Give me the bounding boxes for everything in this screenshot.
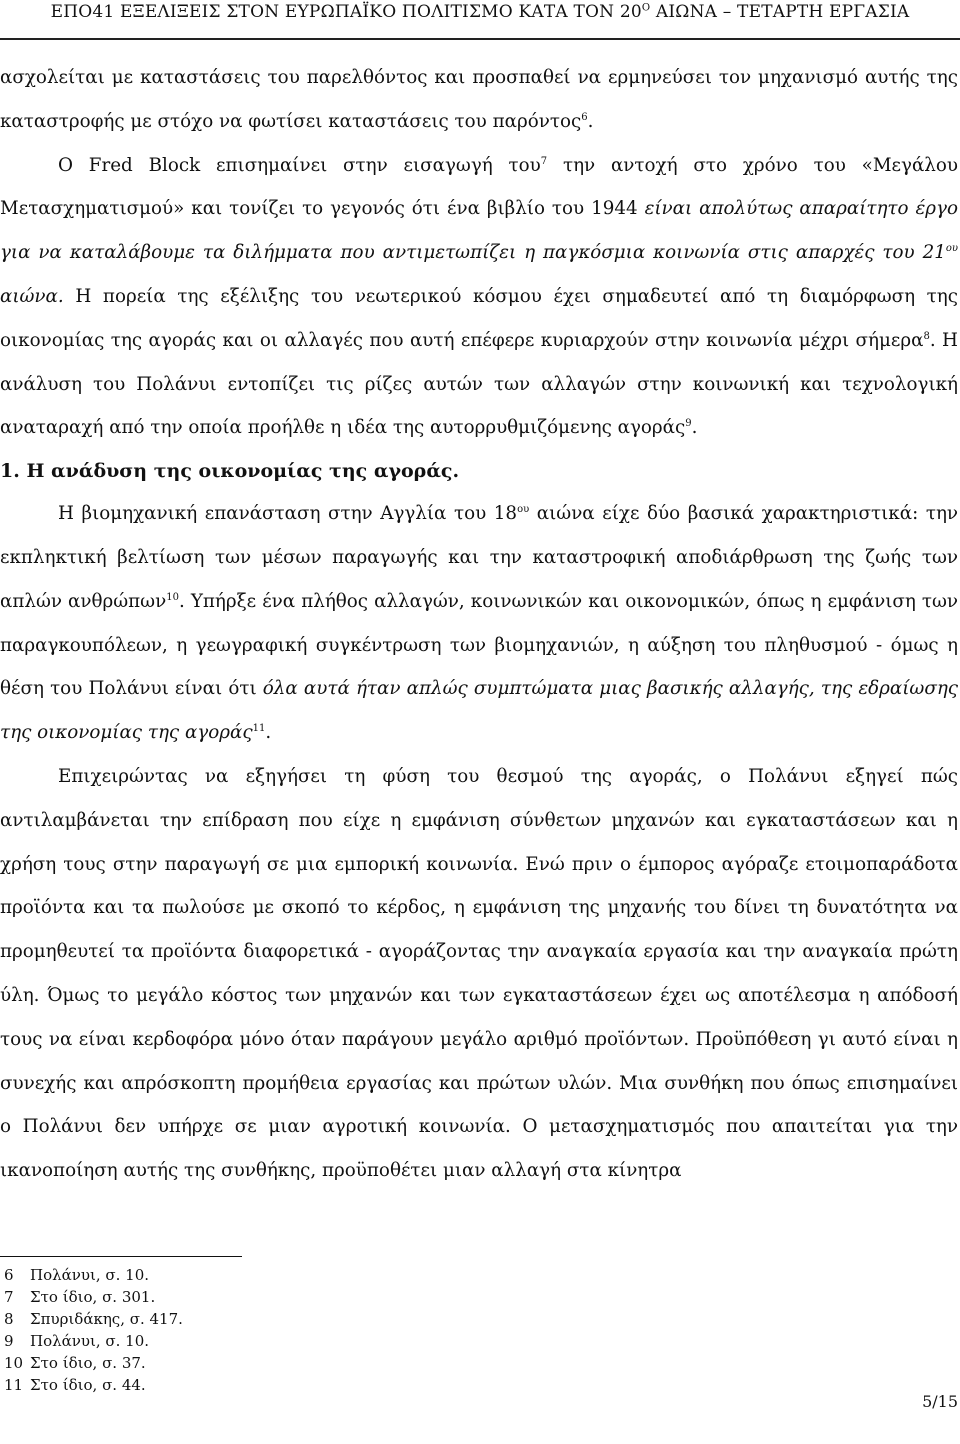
footnote-text: Στο ίδιο, σ. 44.	[30, 1376, 146, 1394]
main-text	[0, 56, 958, 1193]
paragraph-2-quote-b: αιώνα.	[0, 285, 64, 307]
paragraph-2	[0, 144, 958, 451]
footnote-text: Στο ίδιο, σ. 37.	[30, 1354, 146, 1372]
footnote-number: 11	[4, 1376, 24, 1394]
footnote-ref-9[interactable]: 9	[685, 418, 692, 430]
footnote	[4, 1286, 604, 1308]
header-rule	[0, 38, 960, 40]
footnote-number: 7	[4, 1288, 14, 1306]
footnote-number: 9	[4, 1332, 14, 1350]
header-title-end: ΑΙΩΝΑ – ΤΕΤΑΡΤΗ ΕΡΓΑΣΙΑ	[650, 2, 910, 22]
paragraph-1-text: ασχολείται με καταστάσεις του παρελθόντος και προσπαθεί να ερμηνεύσει τον μηχανισμό αυτής της καταστροφής με στόχο να φωτίσει καταστάσεις του παρόντος	[0, 67, 958, 132]
footnote-ref-7[interactable]: 7	[540, 155, 548, 167]
header-title-sup: Ο	[641, 2, 651, 14]
paragraph-1	[0, 56, 958, 144]
paragraph-2-text-c: Η πορεία της εξέλιξης του νεωτερικού κόσμου έχει σημαδευτεί από τη διαμόρφωση της οικονομίας της αγοράς και οι αλλαγές που αυτή επέφερε κυριαρχούν στην κοινωνία μέχρι σήμερα	[0, 285, 958, 351]
footnote-ref-8[interactable]: 8	[923, 330, 930, 342]
footnote-ref-6[interactable]: 6	[581, 111, 588, 123]
paragraph-4: Επιχειρώντας να εξηγήσει τη φύση του θεσμού της αγοράς, ο Πολάνυι εξηγεί πώς αντιλαμβάνεται την επίδραση που είχε η εμφάνιση σύνθετων μηχανών και εγκαταστάσεων και η χρήση τους στην παραγωγή σε μια εμπορική κοινωνία. Ενώ πριν ο έμπορος αγόραζε ετοιμοπαράδοτα προϊόντα και τα πωλούσε με σκοπό το κέρδος, η εμφάνιση της μηχανής του δίνει τη δυνατότητα να προμηθευτεί τα προϊόντα διαφορετικά - αγοράζοντας την αναγκαία εργασία και την αναγκαία πρώτη ύλη. Όμως το μεγάλο κόστος των μηχανών και των εγκαταστάσεων έχει ως αποτέλεσμα η απόδοσή τους να είναι κερδοφόρα μόνο όταν παράγουν μεγάλο αριθμό προϊόντων. Προϋπόθεση γι αυτό είναι η συνεχής και απρόσκοπτη προμήθεια εργασίας και πρώτων υλών. Μια συνθήκη που όπως επισημαίνει ο Πολάνυι δεν υπήρχε σε μιαν αγροτική κοινωνία. Ο μετασχηματισμός που απαιτείται για την ικανοποίηση αυτής της συνθήκης, προϋποθέτει μιαν αλλαγή στα κίνητρα	[0, 765, 958, 1182]
footnote-text: Σπυριδάκης, σ. 417.	[30, 1310, 183, 1328]
paragraph-2-end: .	[691, 417, 698, 439]
footnote	[4, 1264, 604, 1286]
footnote	[4, 1374, 604, 1396]
footnote-ref-10[interactable]: 10	[166, 591, 179, 603]
ordinal-sup: ου	[517, 504, 530, 516]
paragraph-2-text-d: . Η ανάλυση του Πολάνυι εντοπίζει τις ρίζες αυτών των αλλαγών στην κοινωνική και τεχνολογική αναταραχή από την οποία προήλθε η ιδέα της αυτορρυθμιζόμενης αγοράς	[0, 329, 958, 439]
paragraph-3-text-c: . Υπήρξε ένα πλήθος αλλαγών, κοινωνικών και οικονομικών, όπως η εμφάνιση των παραγκουπόλεων, η γεωγραφική συγκέντρωση των βιομηχανιών, η αύξηση του πληθυσμού - όμως η θέση του Πολάνυι είναι ότι	[0, 590, 958, 700]
footnote-text: Πολάνυι, σ. 10.	[30, 1266, 150, 1284]
footnote-ref-11[interactable]: 11	[252, 723, 266, 735]
footnote-text: Πολάνυι, σ. 10.	[30, 1332, 150, 1350]
paragraph-3-end: .	[265, 722, 272, 744]
paragraph-3-text-a: Η βιομηχανική επανάσταση στην Αγγλία του 18	[58, 503, 518, 525]
footnote-number: 8	[4, 1310, 14, 1328]
running-header	[0, 2, 960, 30]
paragraph-1-end: .	[587, 110, 594, 132]
paragraph-3-text-b: αιώνα είχε δύο βασικά χαρακτηριστικά: την εκπληκτική βελτίωση των μέσων παραγωγής και την καταστροφική αποδιάρθρωση της ζωής των απλών ανθρώπων	[0, 503, 959, 612]
ordinal-sup: ου	[945, 243, 958, 255]
footnote	[4, 1352, 604, 1374]
paragraph-2-quote-a: είναι απολύτως απαραίτητο έργο για να καταλάβουμε τα διλήμματα που αντιμετωπίζει η παγκόσμια κοινωνία στις απαρχές του 21	[0, 198, 958, 264]
footnote	[4, 1330, 604, 1352]
paragraph-2-text-b: την αντοχή στο χρόνο του «Μεγάλου Μετασχηματισμού» και τονίζει το γεγονός ότι ένα βιβλίο του 1944	[0, 154, 958, 220]
footnotes	[4, 1264, 604, 1396]
header-title: ΕΠΟ41 ΕΞΕΛΙΞΕΙΣ ΣΤΟΝ ΕΥΡΩΠΑΪΚΟ ΠΟΛΙΤΙΣΜΟ ΚΑΤΑ ΤΟΝ 20	[50, 2, 642, 22]
section-heading: 1. Η ανάδυση της οικονομίας της αγοράς.	[0, 460, 460, 483]
footnote-text: Στο ίδιο, σ. 301.	[30, 1288, 156, 1306]
footnote	[4, 1308, 604, 1330]
paragraph-3	[0, 492, 958, 755]
footnote-number: 10	[4, 1354, 24, 1372]
paragraph-3-quote: όλα αυτά ήταν απλώς συμπτώματα μιας βασικής αλλαγής, της εδραίωσης της οικονομίας της αγοράς	[0, 678, 959, 744]
footnote-number: 6	[4, 1266, 14, 1284]
footnote-separator	[0, 1256, 242, 1257]
paragraph-2-text-a: Ο Fred Block επισημαίνει στην εισαγωγή του	[58, 154, 541, 176]
page-number: 5/15	[922, 1392, 958, 1411]
